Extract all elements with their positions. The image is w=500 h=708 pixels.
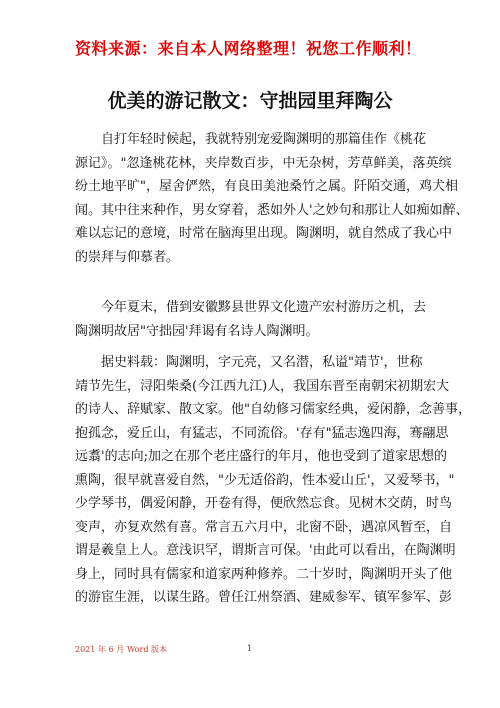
document-title: 优美的游记散文：守拙园里拜陶公	[107, 90, 393, 112]
text-line: 身上，同时具有儒家和道家两种修养。二十岁时，陶渊明开头了他	[75, 566, 453, 582]
text-line: 据史料载：陶渊明，字元亮，又名潜，私谥"靖节'，世称	[75, 355, 423, 370]
paragraph-3	[75, 351, 471, 610]
text-line: 远翥'的志向;加之在那个老庄盛行的年月，他也受到了道家思想的	[75, 449, 447, 464]
text-line: 的崇拜与仰慕者。	[75, 249, 180, 265]
text-line: 自打年轻时候起，我就特别宠爱陶渊明的那篇佳作《桃花	[75, 132, 427, 147]
text-line: 今年夏末，借到安徽黟县世界文化遗产宏村游历之机，去	[75, 300, 427, 315]
footer-source: Word 版本	[127, 645, 167, 654]
text-line: 熏陶，很早就喜爱自然，"少无适俗韵，性本爱山丘'，又爱琴书，"	[75, 472, 455, 488]
text-line: 纷土地平旷"，屋舍俨然，有良田美池桑竹之属。阡陌交通，鸡犬相	[75, 179, 458, 194]
footer-date: 2021 年 6 月	[75, 645, 125, 654]
page-number: 1	[247, 644, 253, 653]
text-line: 难以忘记的意境，时常在脑海里出现。陶渊明，就自然成了我心中	[75, 226, 453, 241]
paragraph-2	[75, 296, 435, 343]
text-line: 靖节先生，浔阳柴桑(今江西九江)人，我国东晋至南朝宋初期宏大	[75, 378, 450, 394]
text-line: 少学琴书，偶爱闲静，开卷有得，便欣然忘食。见树木交荫，时鸟	[75, 496, 453, 511]
text-line: 源记》。"忽逢桃花林，夹岸数百步，中无杂树，芳草鲜美，落英缤	[75, 155, 452, 171]
source-banner: 资料来源：来自本人网络整理！祝您工作顺利！	[75, 39, 422, 58]
text-line: 的诗人、辞赋家、散文家。他"自幼修习儒家经典，爱闲静，念善事，	[75, 402, 471, 417]
paragraph-1	[75, 128, 469, 269]
text-line: 抱孤念，爱丘山，有猛志，不同流俗。'存有"猛志逸四海，骞翮思	[75, 425, 449, 441]
text-line: 陶渊明故居"守拙园'拜谒有名诗人陶渊明。	[75, 323, 319, 339]
text-line: 闻。其中往来种作，男女穿着，悉如外人'之妙句和那让人如痴如醉、	[75, 202, 469, 218]
paragraph-gap	[75, 269, 435, 296]
text-line: 变声，亦复欢然有喜。常言五六月中，北窗不卧，遇凉风暂至，自	[75, 519, 453, 535]
article-body	[75, 128, 471, 610]
text-line: 谓是羲皇上人。意浅识罕，谓斯言可保。'由此可以看出，在陶渊明	[75, 543, 456, 558]
text-line: 的游宦生涯，以谋生路。曾任江州祭酒、建威参军、镇军参军、彭	[75, 590, 453, 605]
